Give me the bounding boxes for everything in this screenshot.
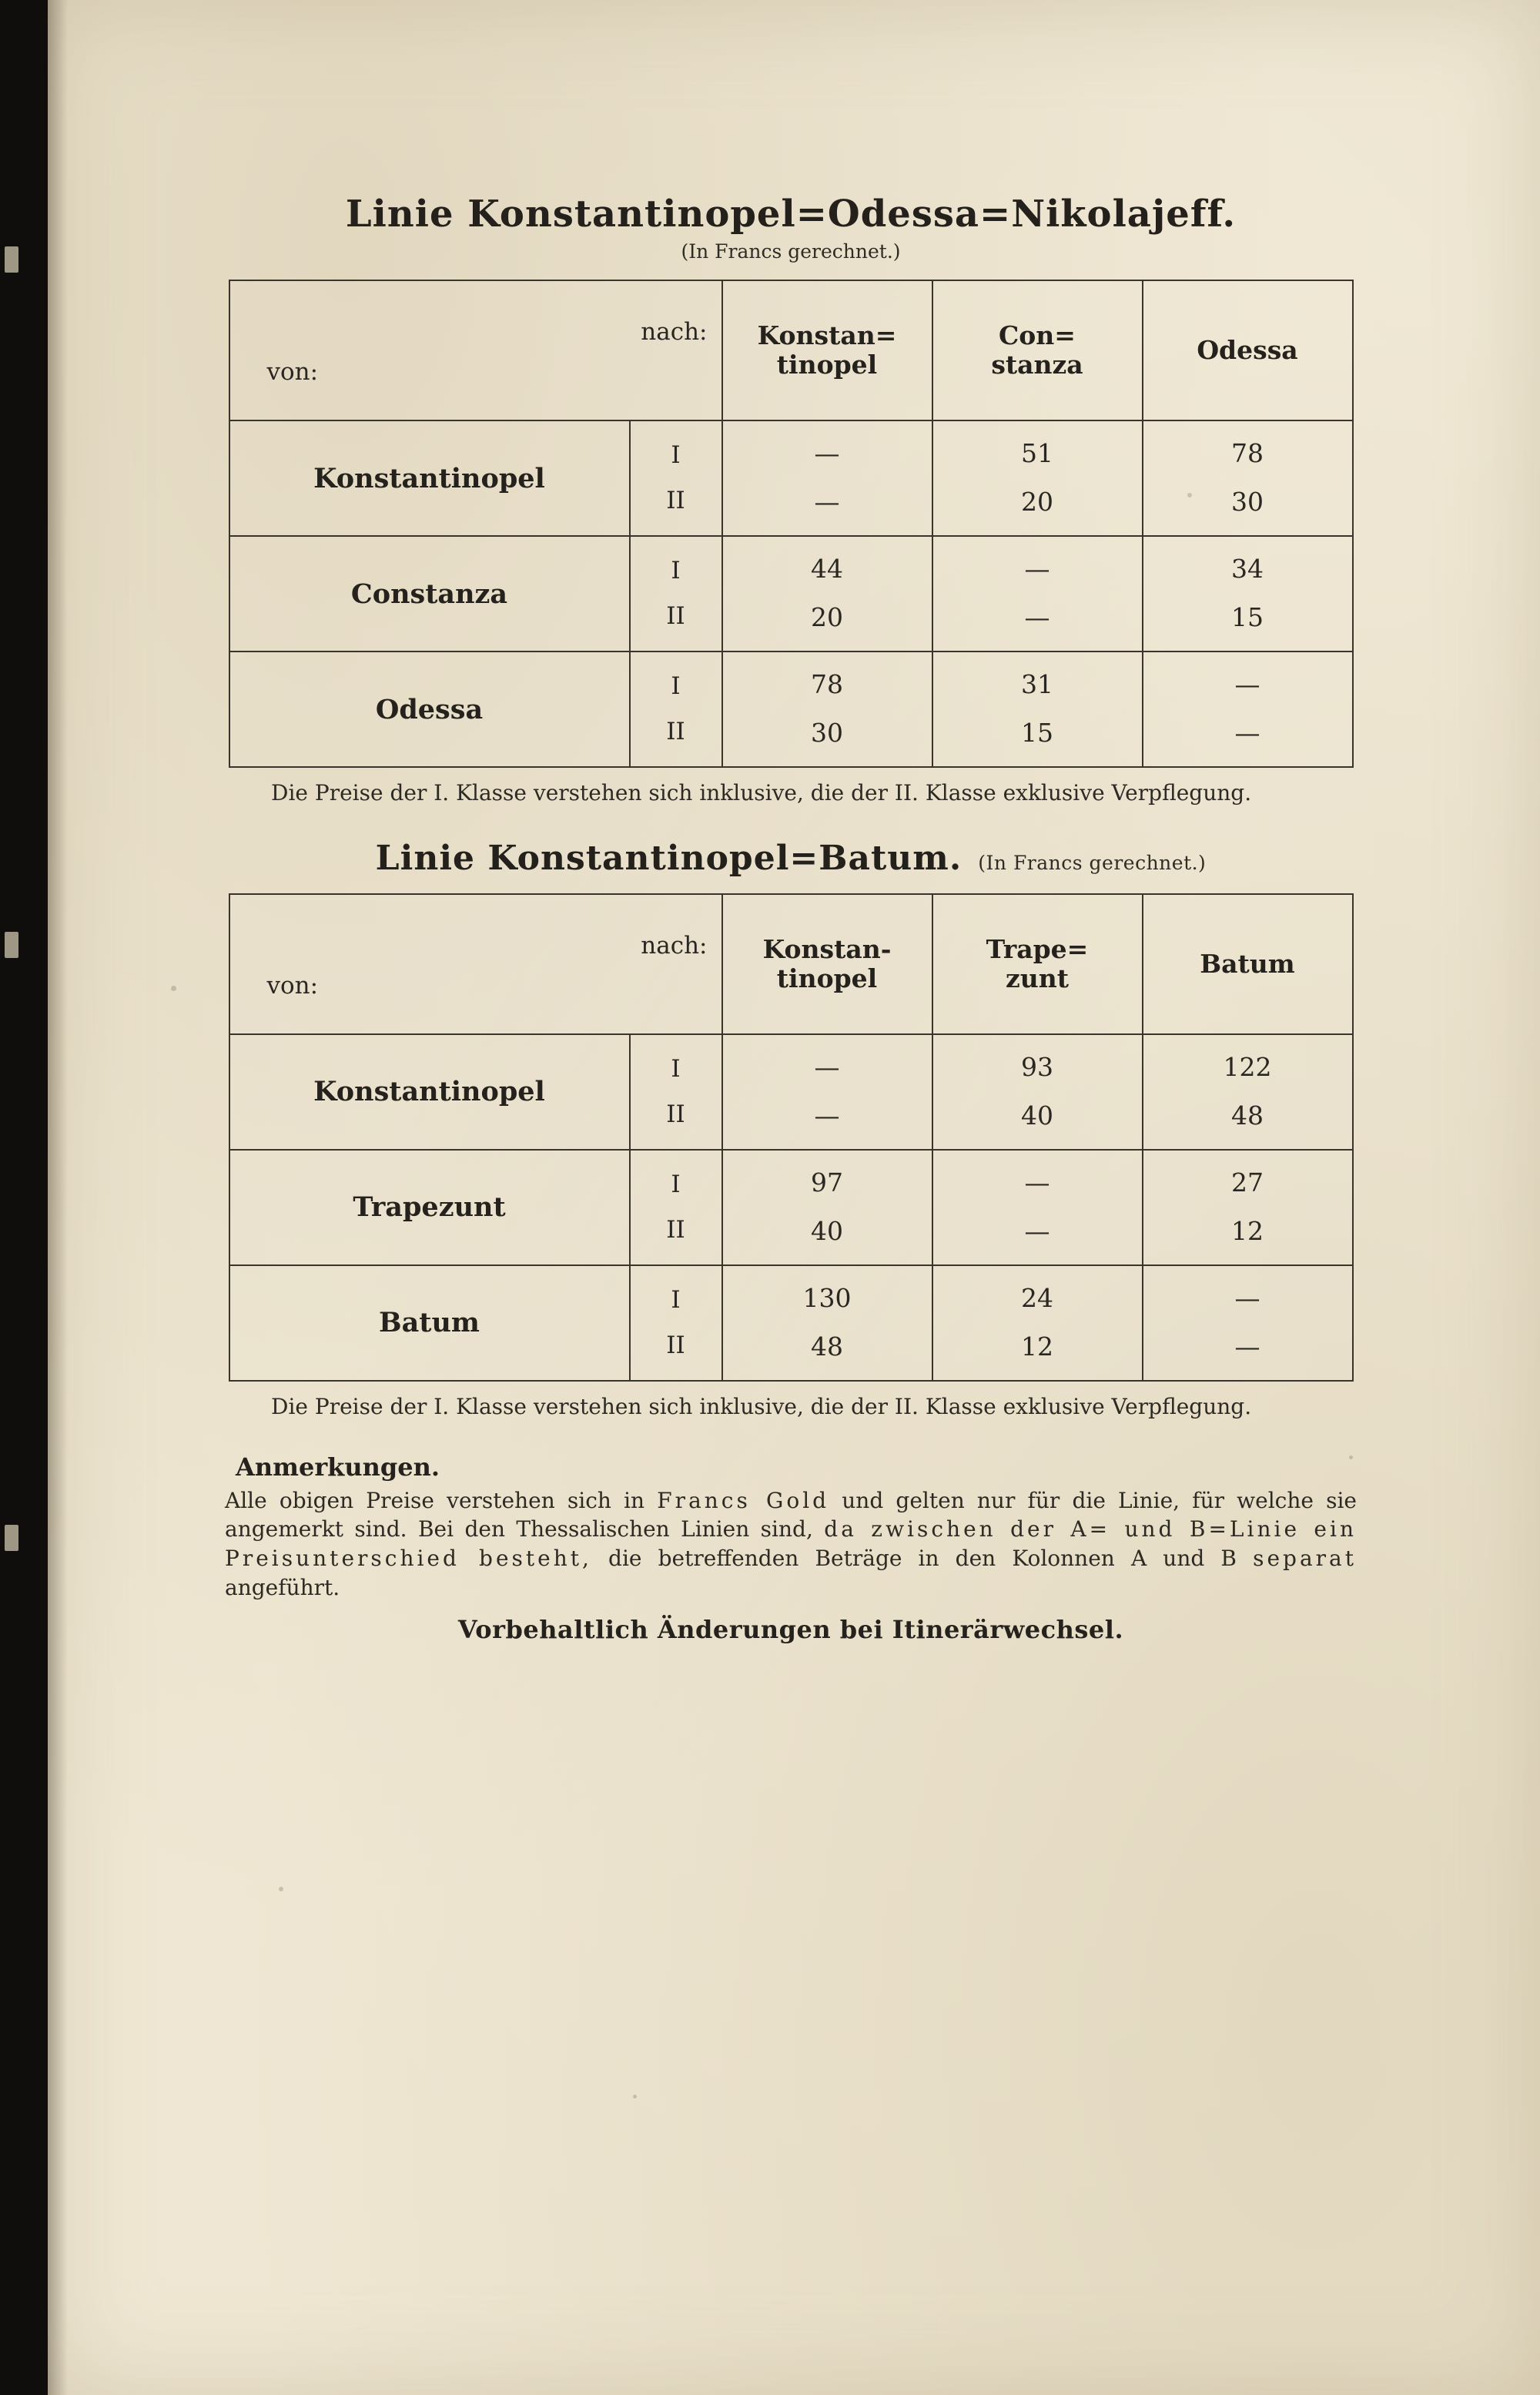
column-header-trapezunt [932,894,1143,1034]
class-label: II [666,602,685,630]
class-label: I [671,1054,681,1083]
cell-value [1143,652,1353,767]
remarks-text: angeführt. [225,1574,340,1600]
class-label: II [666,1215,685,1244]
header-line: Konstan= [757,320,897,351]
value-class1: 78 [1231,438,1264,469]
row-label-odessa: Odessa [229,652,630,767]
class-label: II [666,1331,685,1359]
class-label: I [671,672,681,701]
cell-value [932,652,1143,767]
corner-from-label: von: [266,971,319,1000]
value-class2: 48 [811,1331,843,1362]
footnote-odessa [225,779,1357,808]
cell-value [932,1034,1143,1150]
row-classes [630,652,722,767]
remarks-text: die betreffenden Beträge in den Kolonnen A und B [591,1546,1254,1572]
value-class1: — [1024,554,1050,585]
cell-value [722,1265,932,1381]
value-class2: 30 [811,718,843,748]
column-header-konstantinopel [722,280,932,420]
corner-to-label: nach: [641,318,708,346]
value-class2: 20 [1021,487,1053,517]
value-class2: 15 [1231,602,1264,632]
section-remarks [186,1452,1395,1644]
value-class1: — [1024,1167,1050,1198]
document-page [48,0,1540,2395]
currency-note-batum: (In Francs gerechnet.) [978,851,1207,874]
value-class2: — [814,487,840,517]
value-class1: 31 [1021,669,1053,700]
value-class2: 20 [811,602,843,632]
cell-value [722,1150,932,1265]
table-row [229,652,1353,767]
cell-value [932,536,1143,652]
column-header-batum [1143,894,1353,1034]
fare-table-batum [229,893,1354,1382]
table-row [229,1034,1353,1150]
value-class1: — [1234,669,1260,700]
header-line: Odessa [1197,335,1298,366]
row-label-trapezunt: Trapezunt [229,1150,630,1265]
class-label: I [671,1170,681,1198]
row-classes [630,1265,722,1381]
corner-from-label: von: [266,358,319,386]
header-line: tinopel [776,350,878,380]
table-row [229,536,1353,652]
value-class1: 44 [811,554,843,585]
row-label-batum: Batum [229,1265,630,1381]
scan-gutter-marks [0,0,48,2395]
section-odessa [186,193,1395,808]
row-label-konstantinopel: Konstantinopel [229,420,630,536]
value-class2: 30 [1231,487,1264,517]
table-row [229,1265,1353,1381]
row-classes [630,420,722,536]
cell-value [722,652,932,767]
remarks-text: Alle obigen Preise verstehen sich in [225,1487,658,1513]
value-class1: 24 [1021,1283,1053,1314]
value-class2: — [1234,718,1260,748]
cell-value [1143,1265,1353,1381]
cell-value [722,1034,932,1150]
cell-value [932,420,1143,536]
class-label: I [671,557,681,585]
value-class2: — [1024,1215,1050,1246]
cell-value [1143,1150,1353,1265]
remarks-emphasis: Francs Gold [657,1487,830,1513]
cell-value [932,1265,1143,1381]
footnote-text: Die Preise der I. Klasse verstehen sich inklusive, die der II. Klasse exklusive Verpflegung. [271,780,1252,806]
row-classes [630,1034,722,1150]
header-corner [229,280,722,420]
footnote-text: Die Preise der I. Klasse verstehen sich inklusive, die der II. Klasse exklusive Verpflegung. [271,1393,1252,1419]
table-row [229,420,1353,536]
column-header-odessa [1143,280,1353,420]
header-line: zunt [1006,963,1069,993]
table-header-row [229,280,1353,420]
value-class2: 12 [1231,1215,1264,1246]
class-label: II [666,718,685,745]
cell-value [932,1150,1143,1265]
remarks-heading: Anmerkungen. [236,1452,440,1482]
section-batum [186,839,1395,1422]
page-content [186,193,1395,1652]
section-title-odessa [186,193,1395,236]
heading-text: Linie Konstantinopel=Batum. [375,838,962,878]
currency-note-odessa: (In Francs gerechnet.) [681,240,901,263]
table-row [229,1150,1353,1265]
remarks-emphasis: separat [1253,1546,1357,1572]
cell-value [1143,1034,1353,1150]
value-class2: — [1234,1331,1260,1362]
header-line: Con= [999,320,1076,351]
value-class2: — [814,1100,840,1131]
row-classes [630,536,722,652]
column-header-constanza [932,280,1143,420]
row-label-constanza: Constanza [229,536,630,652]
header-line: Trape= [986,933,1089,964]
heading-text: Linie Konstantinopel=Odessa=Nikolajeff. [345,193,1237,236]
value-class1: — [814,438,840,469]
value-class1: 78 [811,669,843,700]
value-class1: 34 [1231,554,1264,585]
row-label-konstantinopel: Konstantinopel [229,1034,630,1150]
remarks-emphasis: da zwischen der A= und B=Linie ein Preisunterschied besteht, [225,1516,1357,1572]
class-label: I [671,441,681,470]
value-class1: — [814,1052,840,1083]
row-classes [630,1150,722,1265]
section-title-batum [186,839,1395,878]
value-class1: 27 [1231,1167,1264,1198]
column-header-konstantinopel [722,894,932,1034]
header-line: Batum [1200,948,1295,979]
cell-value [1143,420,1353,536]
class-label: I [671,1285,681,1314]
value-class1: 122 [1223,1052,1272,1083]
corner-to-label: nach: [641,931,708,960]
header-line: Konstan- [762,933,892,964]
value-class1: 97 [811,1167,843,1198]
remarks-text: und gelten nur für die Linie, für welche sie angemerkt sind. Bei den Thessalischen Linien sind, [225,1487,1357,1543]
value-class2: — [1024,602,1050,632]
value-class2: 12 [1021,1331,1053,1362]
table-header-row [229,894,1353,1034]
value-class1: 93 [1021,1052,1053,1083]
value-class2: 15 [1021,718,1053,748]
final-note: Vorbehaltlich Änderungen bei Itinerärwechsel. [457,1614,1124,1644]
value-class2: 48 [1231,1100,1264,1131]
class-label: II [666,1100,685,1128]
header-corner [229,894,722,1034]
footnote-batum [225,1392,1357,1422]
value-class2: 40 [811,1215,843,1246]
cell-value [722,420,932,536]
value-class1: 51 [1021,438,1053,469]
header-line: tinopel [776,963,878,993]
value-class1: — [1234,1283,1260,1314]
cell-value [1143,536,1353,652]
class-label: II [666,487,685,514]
value-class1: 130 [802,1283,852,1314]
remarks-body [225,1486,1357,1603]
value-class2: 40 [1021,1100,1053,1131]
header-line: stanza [991,350,1083,380]
fare-table-odessa [229,280,1354,768]
cell-value [722,536,932,652]
